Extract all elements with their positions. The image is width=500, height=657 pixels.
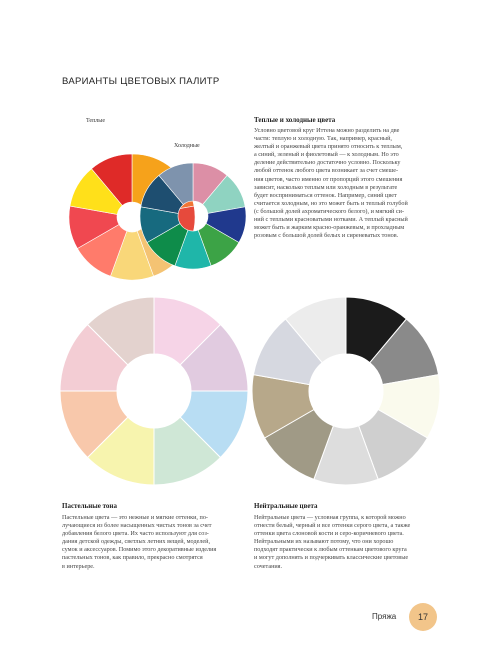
cold-wheel-label: Холодные [174, 143, 200, 149]
text-line: Нейтральные цвета — условная группа, к которой можно [254, 514, 406, 521]
text-line: Нейтральными их называют потому, что они хорошо [254, 538, 394, 546]
text-line: подходят практически к любым оттенкам цветового круга [254, 546, 407, 554]
warm-cold-paragraph [254, 127, 408, 240]
page-number-badge: 17 [409, 603, 437, 631]
text-line: в интерьере. [62, 562, 95, 570]
text-line: добавления белого цвета. Их часто используют для соз- [62, 530, 209, 538]
footer-section-label: Пряжа [372, 612, 397, 621]
text-line: лучающиеся из более насыщенных чистых тонов за счет [62, 522, 212, 530]
text-line: ний с теплыми красноватыми нотками. А теплый красный [254, 216, 408, 224]
text-line: любой оттенок любого цвета возникает за счет смеше- [254, 167, 399, 175]
text-line: оттенки цвета слоновой кости и серо-коричневого цвета. [254, 530, 404, 538]
neutral-paragraph [254, 514, 410, 571]
text-line: (с большой долей ахроматического белого), и мягкий си- [254, 207, 405, 215]
warm-wheel-label: Теплые [86, 118, 105, 124]
cold-color-wheel [139, 164, 247, 272]
text-line: дания детской одежды, светлых летних вещей, моделей, [62, 538, 211, 546]
neutral-heading: Нейтральные цвета [254, 502, 318, 510]
text-line: части: теплую и холодную. Так, например, красный, [254, 135, 392, 143]
text-line: и могут дополнять и подчеркивать классические цветовые [254, 554, 409, 562]
page-title: ВАРИАНТЫ ЦВЕТОВЫХ ПАЛИТР [62, 76, 220, 87]
text-line: а синий, зеленый и фиолетовый — к холодным. Но это [254, 151, 399, 159]
text-line: отнести белый, черный и все оттенки серого цвета, а также [254, 522, 411, 530]
text-line: может быть и жарким красно-оранжевым, и прохладным [254, 224, 405, 232]
pastel-color-wheel [63, 297, 245, 485]
text-line: желтый и оранжевый цвета принято относить к теплым, [254, 143, 403, 151]
neutral-color-wheel [254, 297, 438, 485]
pastel-heading: Пастельные тона [62, 502, 117, 510]
pastel-paragraph [62, 514, 216, 571]
text-line: пастельных тонов, как правило, прекрасно смотрятся [62, 554, 203, 562]
text-line: Условно цветовой круг Иттена можно разделить на две [254, 127, 400, 134]
text-line: зависит, насколько теплым или холодным в результате [254, 183, 398, 191]
text-line: сочетания. [254, 562, 283, 570]
warm-cold-heading: Теплые и холодные цвета [254, 116, 336, 124]
text-line: деление действительно достаточно условно. Поскольку [254, 159, 401, 167]
text-line: розовым с большой долей белых и сиреневатых тонов. [254, 232, 399, 240]
text-line: считается холодным, но это может быть и теплый голубой [254, 199, 408, 207]
text-line: Пастельные цвета — это нежные и мягкие оттенки, по- [62, 514, 208, 521]
text-line: ния цветов, часто именно от пропорций этого смешения [254, 175, 403, 183]
text-line: сумок и аксессуаров. Помимо этого декоративные изделия [62, 546, 217, 554]
text-line: будет восприниматься оттенок. Например, синий цвет [254, 191, 397, 199]
